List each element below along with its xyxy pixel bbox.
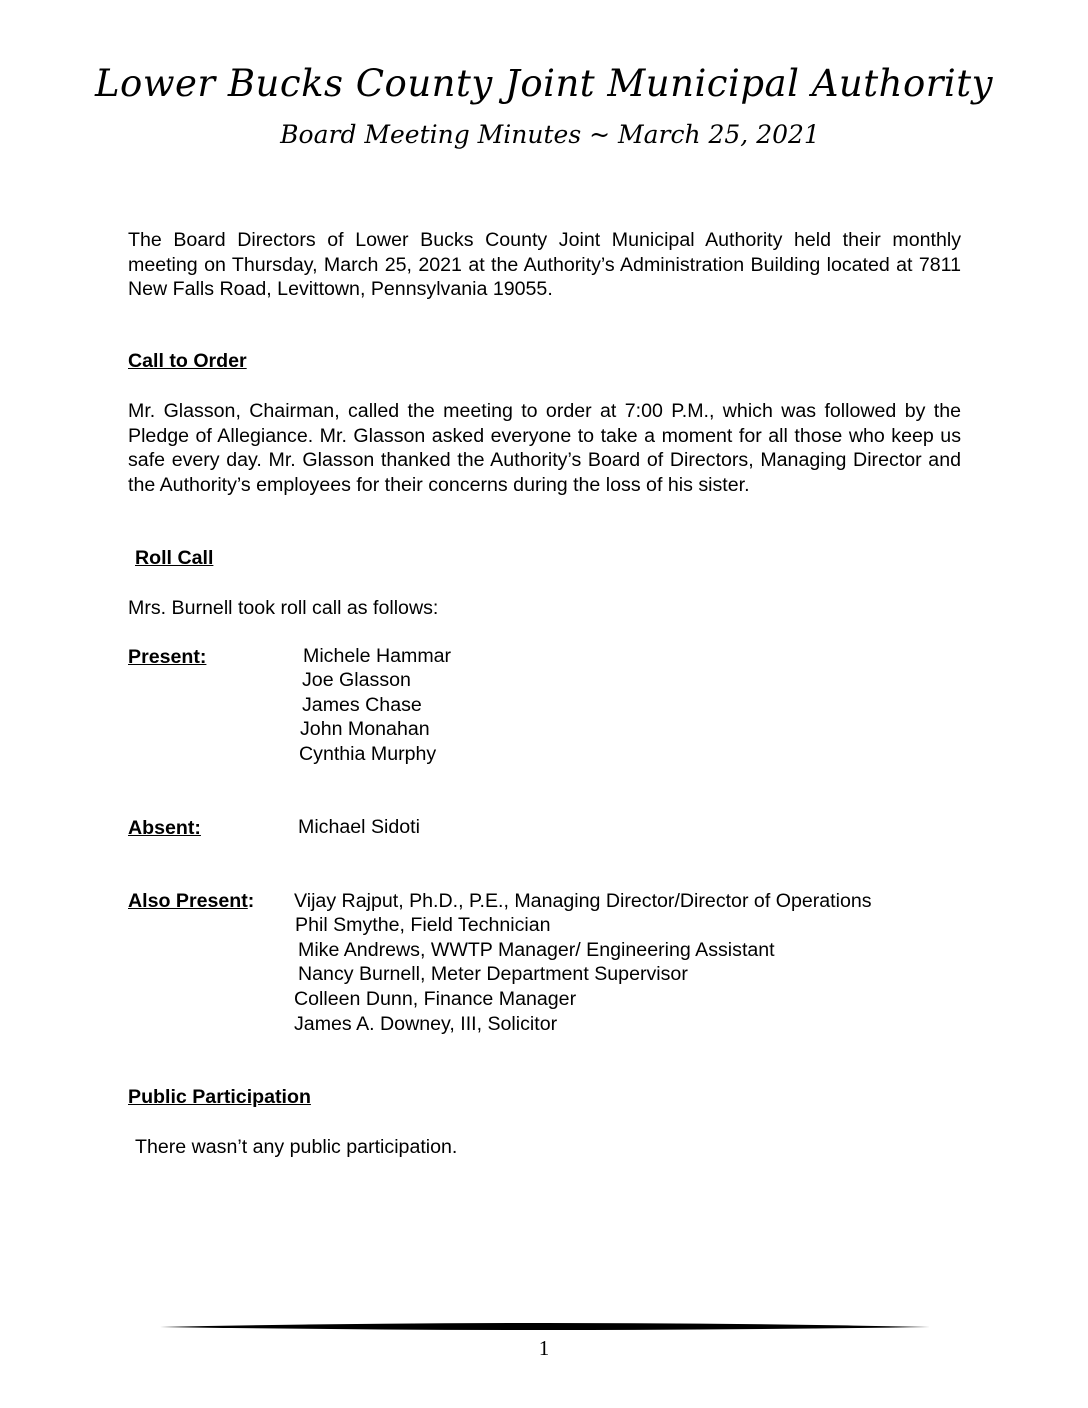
also-present-member: Nancy Burnell, Meter Department Supervisor (298, 963, 688, 985)
also-present-member: Vijay Rajput, Ph.D., P.E., Managing Director/Director of Operations (294, 890, 872, 912)
present-member: James Chase (302, 694, 422, 716)
intro-paragraph: The Board Directors of Lower Bucks County Joint Municipal Authority held their monthly meeting on Thursday, March 25, 2021 at the Authority’s Administration Building located at 7811 New Falls Road, Levittown, Pennsylvania 19055. (128, 229, 961, 300)
also-present-member: James A. Downey, III, Solicitor (294, 1013, 558, 1035)
absent-label: Absent: (128, 817, 201, 839)
also-present-colon: : (247, 890, 255, 912)
present-member: John Monahan (300, 718, 430, 740)
also-present-member: Colleen Dunn, Finance Manager (294, 988, 577, 1010)
also-present-label: Also Present (128, 890, 248, 912)
also-present-label-group (128, 890, 254, 913)
document-subtitle: Board Meeting Minutes ~ March 25, 2021 (280, 120, 820, 149)
also-present-member: Phil Smythe, Field Technician (295, 914, 551, 936)
document-title: Lower Bucks County Joint Municipal Authority (94, 62, 994, 105)
present-label: Present: (128, 646, 207, 668)
page-number: 1 (538, 1336, 550, 1360)
public-participation-text: There wasn’t any public participation. (135, 1136, 458, 1158)
roll-call-heading: Roll Call (135, 547, 214, 569)
absent-member: Michael Sidoti (298, 816, 420, 838)
present-member: Joe Glasson (302, 669, 411, 691)
call-to-order-heading: Call to Order (128, 350, 247, 372)
roll-call-intro: Mrs. Burnell took roll call as follows: (128, 597, 439, 619)
present-member: Michele Hammar (303, 645, 452, 667)
call-to-order-paragraph: Mr. Glasson, Chairman, called the meeting to order at 7:00 P.M., which was followed by the Pledge of Allegiance. Mr. Glasson asked everyone to take a moment for all those who keep us safe every day. Mr. Glasson thanked the Authority’s Board of Directors, Managing Director and the Authority’s employees for their concerns during the loss of his sister. (128, 400, 961, 496)
public-participation-heading: Public Participation (128, 1086, 311, 1108)
present-member: Cynthia Murphy (299, 743, 437, 765)
footer-rule (160, 1320, 930, 1334)
also-present-member: Mike Andrews, WWTP Manager/ Engineering Assistant (298, 939, 775, 961)
